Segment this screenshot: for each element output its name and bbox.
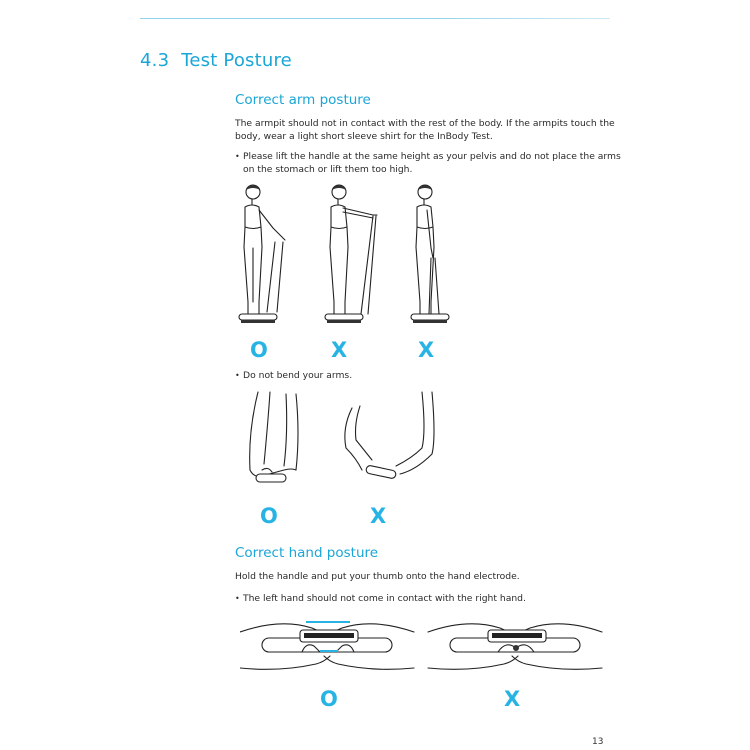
hand-posture-intro: Hold the handle and put your thumb onto the hand electrode.	[235, 571, 520, 582]
mark-correct: O	[250, 338, 268, 362]
figure-arms-raised	[325, 185, 377, 323]
hands-touching	[428, 624, 602, 670]
mark-correct: O	[260, 504, 278, 528]
hand-grip-illustration	[240, 612, 605, 682]
arm-bullet-no-bend: • Do not bend your arms.	[235, 370, 623, 383]
mark-incorrect: X	[370, 504, 387, 528]
hands-separated	[240, 621, 414, 669]
arm-posture-title: Correct arm posture	[235, 92, 371, 108]
arm-bend-illustration	[240, 388, 440, 493]
arm-posture-intro: The armpit should not in contact with the rest of the body. If the armpits touch the body, wear a light short sleeve shirt for the InBody Test.	[235, 118, 615, 142]
arm-bullet-handle-height: • Please lift the handle at the same height as your pelvis and do not place the arms on the stomach or lift them too high.	[235, 151, 623, 176]
arms-straight	[250, 392, 298, 482]
hand-bullet-no-contact: • The left hand should not come in contact with the right hand.	[235, 593, 623, 606]
arms-bent	[345, 392, 434, 479]
figure-arms-down	[239, 185, 285, 323]
mark-incorrect: X	[504, 687, 521, 711]
mark-correct: O	[320, 687, 338, 711]
section-title: Test Posture	[181, 50, 292, 71]
section-heading	[140, 50, 292, 71]
mark-incorrect: X	[331, 338, 348, 362]
standing-posture-illustration	[235, 180, 465, 330]
header-rule	[140, 18, 610, 19]
hand-posture-title: Correct hand posture	[235, 545, 379, 561]
figure-arms-on-body	[411, 185, 449, 323]
page-number: 13	[592, 737, 604, 747]
section-number: 4.3	[140, 50, 170, 71]
mark-incorrect: X	[418, 338, 435, 362]
